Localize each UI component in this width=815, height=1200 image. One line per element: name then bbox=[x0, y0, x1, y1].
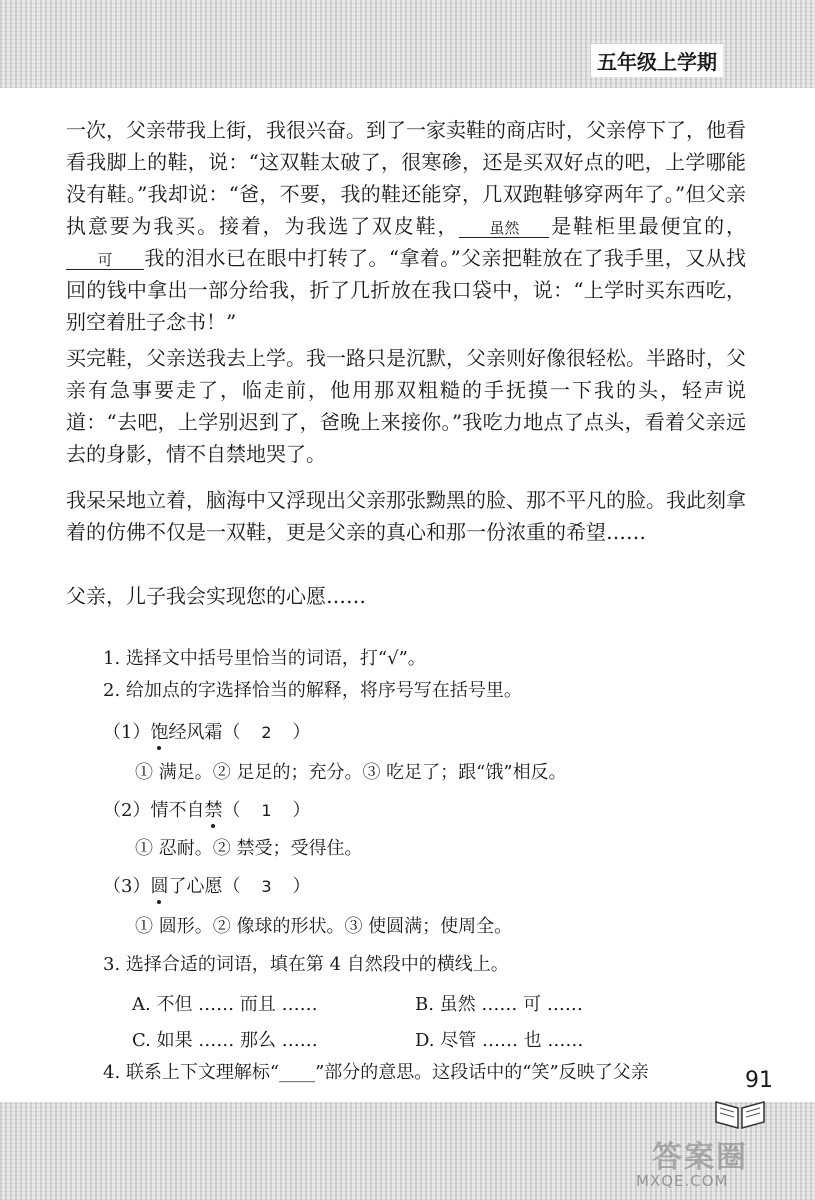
answer-text: 2 bbox=[261, 723, 272, 742]
dotted-char: 饱 bbox=[150, 722, 169, 743]
question-2-item-1: （1）饱经风霜（ 2 ） bbox=[103, 722, 311, 743]
answer-text: 3 bbox=[261, 877, 272, 896]
paragraph-4-text: 父亲，儿子我会实现您的心愿…… bbox=[66, 584, 366, 608]
question-2-item-3-options: ① 圆形。② 像球的形状。③ 使圆满；使周全。 bbox=[135, 916, 513, 937]
question-2-item-2: （2）情不自禁（ 1 ） bbox=[103, 800, 311, 821]
dotted-char: 圆 bbox=[150, 876, 169, 897]
question-2: 2. 给加点的字选择恰当的解释，将序号写在括号里。 bbox=[103, 680, 522, 701]
answer-text: 1 bbox=[261, 801, 272, 820]
page-number: 91 bbox=[745, 1068, 773, 1093]
question-2-item-2-options: ① 忍耐。② 禁受；受得住。 bbox=[135, 838, 363, 859]
underline-sample: ____ bbox=[279, 1062, 316, 1083]
open-book-icon bbox=[712, 1094, 768, 1134]
paragraph-1-text-b: 是鞋柜里最便宜的， bbox=[549, 214, 747, 238]
paragraph-3 bbox=[66, 484, 746, 548]
header-title: 五年级上学期 bbox=[591, 44, 723, 77]
question-2-item-3: （3）圆了心愿（ 3 ） bbox=[103, 876, 311, 897]
paragraph-1 bbox=[66, 114, 746, 338]
paragraph-2-text: 买完鞋，父亲送我去上学。我一路只是沉默，父亲则好像很轻松。半路时，父亲有急事要走了，临走前，他用那双粗糙的手抚摸一下我的头，轻声说道：“去吧，上学别迟到了，爸晚上来接你。”我吃力地点了点头，看着父亲远去的身影，情不自禁地哭了。 bbox=[66, 346, 746, 466]
paragraph-4 bbox=[66, 580, 746, 612]
question-2-item-1-options: ① 满足。② 足足的；充分。③ 吃足了；跟“饿”相反。 bbox=[135, 762, 567, 783]
option-a: A. 不但 …… 而且 …… bbox=[132, 994, 318, 1015]
option-c: C. 如果 …… 那么 …… bbox=[132, 1030, 318, 1051]
option-b: B. 虽然 …… 可 …… bbox=[415, 994, 583, 1015]
paragraph-2 bbox=[66, 342, 746, 470]
answer-blank-2: 可 bbox=[66, 251, 144, 270]
dotted-char: 禁 bbox=[204, 800, 223, 821]
answer-blank-1: 虽然 bbox=[459, 219, 549, 238]
question-3: 3. 选择合适的词语，填在第 4 自然段中的横线上。 bbox=[103, 954, 509, 975]
option-d: D. 尽管 …… 也 …… bbox=[415, 1030, 584, 1051]
paragraph-3-text: 我呆呆地立着，脑海中又浮现出父亲那张黝黑的脸、那不平凡的脸。我此刻拿着的仿佛不仅是一双鞋，更是父亲的真心和那一份浓重的希望…… bbox=[66, 488, 746, 544]
question-4: 4. 联系上下文理解标“____”部分的意思。这段话中的“笑”反映了父亲 bbox=[103, 1062, 649, 1083]
question-1: 1. 选择文中括号里恰当的词语，打“√”。 bbox=[103, 648, 426, 669]
paragraph-1-text-a: 一次，父亲带我上街，我很兴奋。到了一家卖鞋的商店时，父亲停下了，他看看我脚上的鞋，说：“这双鞋太破了，很寒碜，还是买双好点的吧，上学哪能没有鞋。”我却说：“爸，不要，我的鞋还能穿，几双跑鞋够穿两年了。”但父亲执意要为我买。接着，为我选了双皮鞋， bbox=[66, 118, 746, 238]
watermark-url: MXQE.COM bbox=[636, 1172, 729, 1190]
paragraph-1-text-c: 我的泪水已在眼中打转了。“拿着。”父亲把鞋放在了我手里，又从找回的钱中拿出一部分给我，折了几折放在我口袋中，说：“上学时买东西吃，别空着肚子念书！” bbox=[66, 246, 746, 334]
watermark-logo: 答案圈 bbox=[652, 1140, 748, 1175]
